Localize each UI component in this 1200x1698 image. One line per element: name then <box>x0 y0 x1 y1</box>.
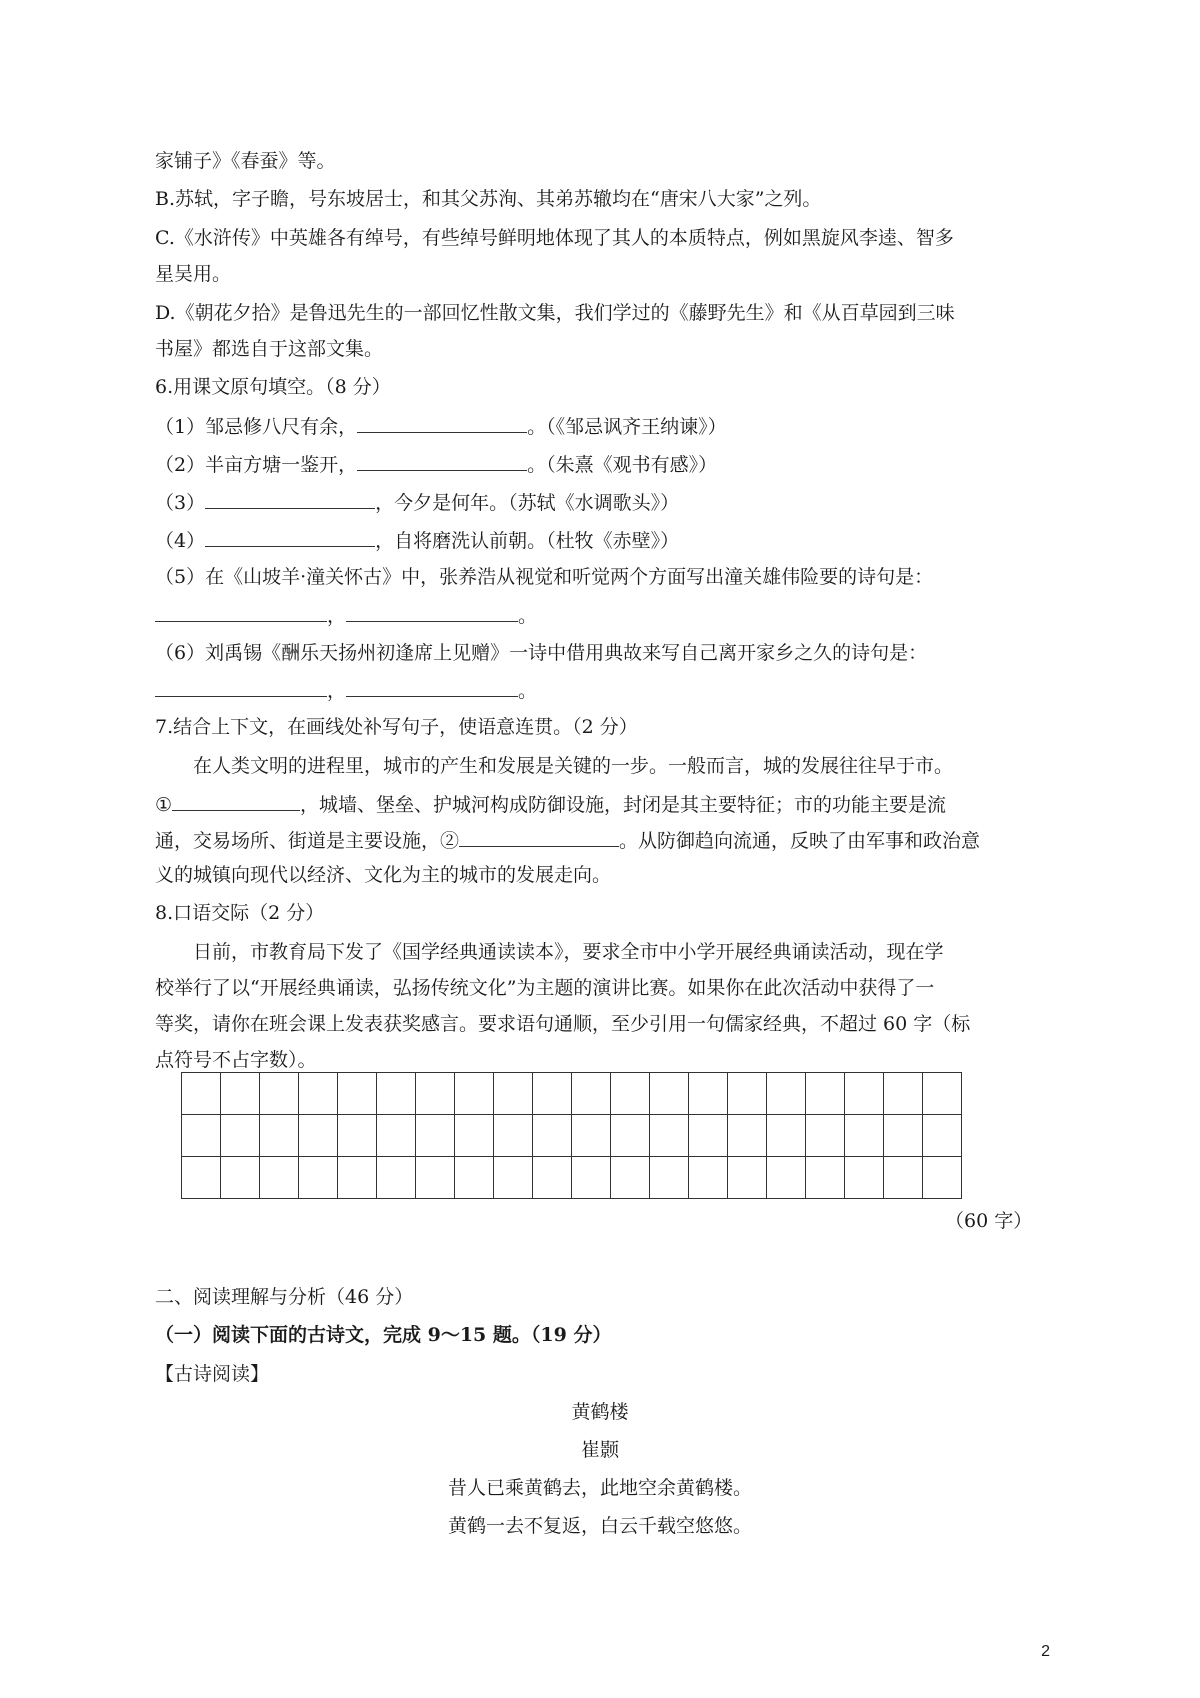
grid-cell[interactable] <box>611 1073 650 1115</box>
grid-cell[interactable] <box>728 1115 767 1157</box>
grid-cell[interactable] <box>182 1157 221 1199</box>
poem-line-1: 昔人已乘黄鹤去，此地空余黄鹤楼。 <box>447 1477 752 1499</box>
grid-cell[interactable] <box>338 1073 377 1115</box>
q8-para-line4: 点符号不占字数）。 <box>155 1049 317 1071</box>
grid-row <box>182 1073 962 1115</box>
q8-para-line3: 等奖，请你在班会课上发表获奖感言。要求语句通顺，至少引用一句儒家经典，不超过 60 字（标 <box>155 1013 971 1035</box>
grid-cell[interactable] <box>572 1115 611 1157</box>
grid-cell[interactable] <box>338 1115 377 1157</box>
q5-option-b: B.苏轼，字子瞻，号东坡居士，和其父苏洵、其弟苏辙均在“唐宋八大家”之列。 <box>155 188 822 210</box>
grid-cell[interactable] <box>923 1157 962 1199</box>
answer-grid[interactable] <box>181 1072 962 1199</box>
grid-cell[interactable] <box>533 1115 572 1157</box>
poem-author: 崔颢 <box>580 1439 619 1461</box>
grid-cell[interactable] <box>767 1157 806 1199</box>
grid-cell[interactable] <box>689 1115 728 1157</box>
q7-para-line2 <box>155 790 946 818</box>
q6-title: 6.用课文原句填空。（8 分） <box>155 376 391 398</box>
grid-cell[interactable] <box>572 1073 611 1115</box>
grid-cell[interactable] <box>884 1115 923 1157</box>
q6-item-1 <box>155 412 727 440</box>
q6-item-3 <box>155 488 679 516</box>
section-heading: 二、阅读理解与分析（46 分） <box>155 1286 414 1308</box>
q6-item-2 <box>155 450 717 478</box>
grid-cell[interactable] <box>455 1073 494 1115</box>
grid-cell[interactable] <box>884 1073 923 1115</box>
period: 。 <box>518 680 538 702</box>
q8-para-line2: 校举行了以“开展经典诵读，弘扬传统文化”为主题的演讲比赛。如果你在此次活动中获得了一 <box>155 977 935 999</box>
q5-option-d-line2: 书屋》都选自于这部文集。 <box>155 338 384 360</box>
grid-cell[interactable] <box>689 1073 728 1115</box>
answer-blank[interactable] <box>357 412 527 433</box>
q6-item-6: （6）刘禹锡《酬乐天扬州初逢席上见赠》一诗中借用典故来写自己离开家乡之久的诗句是： <box>155 642 928 664</box>
grid-cell[interactable] <box>377 1157 416 1199</box>
q7-title: 7.结合上下文，在画线处补写句子，使语意连贯。（2 分） <box>155 716 638 738</box>
q6-4-source: ，自将磨洗认前朝。（杜牧《赤壁》） <box>375 530 680 552</box>
q6-1-source: 。（《邹忌讽齐王纳谏》） <box>527 416 727 438</box>
grid-cell[interactable] <box>650 1073 689 1115</box>
grid-cell[interactable] <box>650 1115 689 1157</box>
answer-blank[interactable] <box>346 676 518 697</box>
grid-cell[interactable] <box>494 1073 533 1115</box>
answer-blank[interactable] <box>155 676 327 697</box>
grid-cell[interactable] <box>416 1157 455 1199</box>
q7-text: 。从防御趋向流通，反映了由军事和政治意 <box>619 830 981 852</box>
grid-row <box>182 1115 962 1157</box>
grid-cell[interactable] <box>845 1157 884 1199</box>
grid-cell[interactable] <box>416 1115 455 1157</box>
answer-blank[interactable] <box>172 790 300 811</box>
q7-para-line1: 在人类文明的进程里，城市的产生和发展是关键的一步。一般而言，城的发展往往早于市。 <box>193 755 954 777</box>
grid-cell[interactable] <box>455 1115 494 1157</box>
grid-cell[interactable] <box>455 1157 494 1199</box>
grid-cell[interactable] <box>806 1115 845 1157</box>
q7-para-line3 <box>155 826 980 854</box>
answer-blank[interactable] <box>459 826 619 847</box>
grid-cell[interactable] <box>299 1115 338 1157</box>
grid-cell[interactable] <box>494 1115 533 1157</box>
q5-option-d-line1: D.《朝花夕拾》是鲁迅先生的一部回忆性散文集，我们学过的《藤野先生》和《从百草园到三味 <box>155 302 955 324</box>
grid-cell[interactable] <box>221 1115 260 1157</box>
grid-cell[interactable] <box>923 1073 962 1115</box>
q7-para-line4: 义的城镇向现代以经济、文化为主的城市的发展走向。 <box>155 864 612 886</box>
page-number: 2 <box>1041 1643 1050 1660</box>
grid-cell[interactable] <box>299 1073 338 1115</box>
period: 。 <box>518 605 538 627</box>
grid-cell[interactable] <box>806 1073 845 1115</box>
answer-blank[interactable] <box>205 488 375 509</box>
grid-cell[interactable] <box>533 1073 572 1115</box>
grid-cell[interactable] <box>260 1115 299 1157</box>
poem-tag: 【古诗阅读】 <box>155 1363 270 1385</box>
grid-cell[interactable] <box>767 1115 806 1157</box>
blank-marker-1: ① <box>155 794 173 816</box>
answer-blank[interactable] <box>205 526 375 547</box>
q6-2-source: 。（朱熹《观书有感》） <box>527 454 718 476</box>
grid-cell[interactable] <box>260 1157 299 1199</box>
grid-cell[interactable] <box>728 1073 767 1115</box>
poem-title: 黄鹤楼 <box>571 1401 629 1423</box>
grid-cell[interactable] <box>299 1157 338 1199</box>
grid-cell[interactable] <box>377 1115 416 1157</box>
q6-4-prompt: （4） <box>155 530 206 552</box>
subsection-heading: （一）阅读下面的古诗文，完成 9～15 题。（19 分） <box>155 1324 612 1346</box>
q7-text: ，城墙、堡垒、护城河构成防御设施，封闭是其主要特征；市的功能主要是流 <box>300 794 947 816</box>
grid-cell[interactable] <box>806 1157 845 1199</box>
q6-2-prompt: （2）半亩方塘一鉴开， <box>155 454 358 476</box>
grid-cell[interactable] <box>416 1073 455 1115</box>
grid-cell[interactable] <box>494 1157 533 1199</box>
grid-cell[interactable] <box>221 1073 260 1115</box>
q6-item-6-blanks <box>155 676 537 704</box>
grid-cell[interactable] <box>338 1157 377 1199</box>
grid-cell[interactable] <box>377 1073 416 1115</box>
grid-cell[interactable] <box>923 1115 962 1157</box>
grid-cell[interactable] <box>845 1073 884 1115</box>
grid-cell[interactable] <box>650 1157 689 1199</box>
q6-3-prompt: （3） <box>155 492 206 514</box>
grid-cell[interactable] <box>182 1073 221 1115</box>
answer-blank[interactable] <box>155 601 327 622</box>
q8-title: 8.口语交际（2 分） <box>155 902 325 924</box>
answer-blank[interactable] <box>346 601 518 622</box>
q6-1-prompt: （1）邹忌修八尺有余， <box>155 416 358 438</box>
q6-item-4 <box>155 526 679 554</box>
q5-option-a-cont: 家铺子》《春蚕》等。 <box>155 150 336 172</box>
grid-row <box>182 1157 962 1199</box>
grid-cell[interactable] <box>182 1115 221 1157</box>
answer-blank[interactable] <box>357 450 527 471</box>
q6-3-source: ，今夕是何年。（苏轼《水调歌头》） <box>375 492 680 514</box>
grid-cell[interactable] <box>221 1157 260 1199</box>
grid-cell[interactable] <box>611 1115 650 1157</box>
answer-grid-wrapper <box>181 1072 962 1199</box>
poem-line-2: 黄鹤一去不复返，白云千载空悠悠。 <box>447 1515 752 1537</box>
grid-cell[interactable] <box>689 1157 728 1199</box>
q5-option-c-line1: C.《水浒传》中英雄各有绰号，有些绰号鲜明地体现了其人的本质特点，例如黑旋风李逵、智多 <box>155 227 954 249</box>
grid-cell[interactable] <box>884 1157 923 1199</box>
grid-cell[interactable] <box>767 1073 806 1115</box>
comma: ， <box>327 680 347 702</box>
q5-option-c-line2: 星吴用。 <box>155 263 232 285</box>
comma: ， <box>327 605 347 627</box>
grid-cell[interactable] <box>728 1157 767 1199</box>
grid-word-count: （60 字） <box>945 1210 1033 1232</box>
grid-cell[interactable] <box>611 1157 650 1199</box>
grid-cell[interactable] <box>260 1073 299 1115</box>
grid-cell[interactable] <box>533 1157 572 1199</box>
q6-item-5: （5）在《山坡羊·潼关怀古》中，张养浩从视觉和听觉两个方面写出潼关雄伟险要的诗句是： <box>155 566 934 588</box>
grid-cell[interactable] <box>572 1157 611 1199</box>
q7-text: 通，交易场所、街道是主要设施，② <box>155 830 460 852</box>
grid-cell[interactable] <box>845 1115 884 1157</box>
q8-para-line1: 日前，市教育局下发了《国学经典通读读本》，要求全市中小学开展经典诵读活动，现在学 <box>193 941 944 963</box>
q6-item-5-blanks <box>155 601 537 629</box>
